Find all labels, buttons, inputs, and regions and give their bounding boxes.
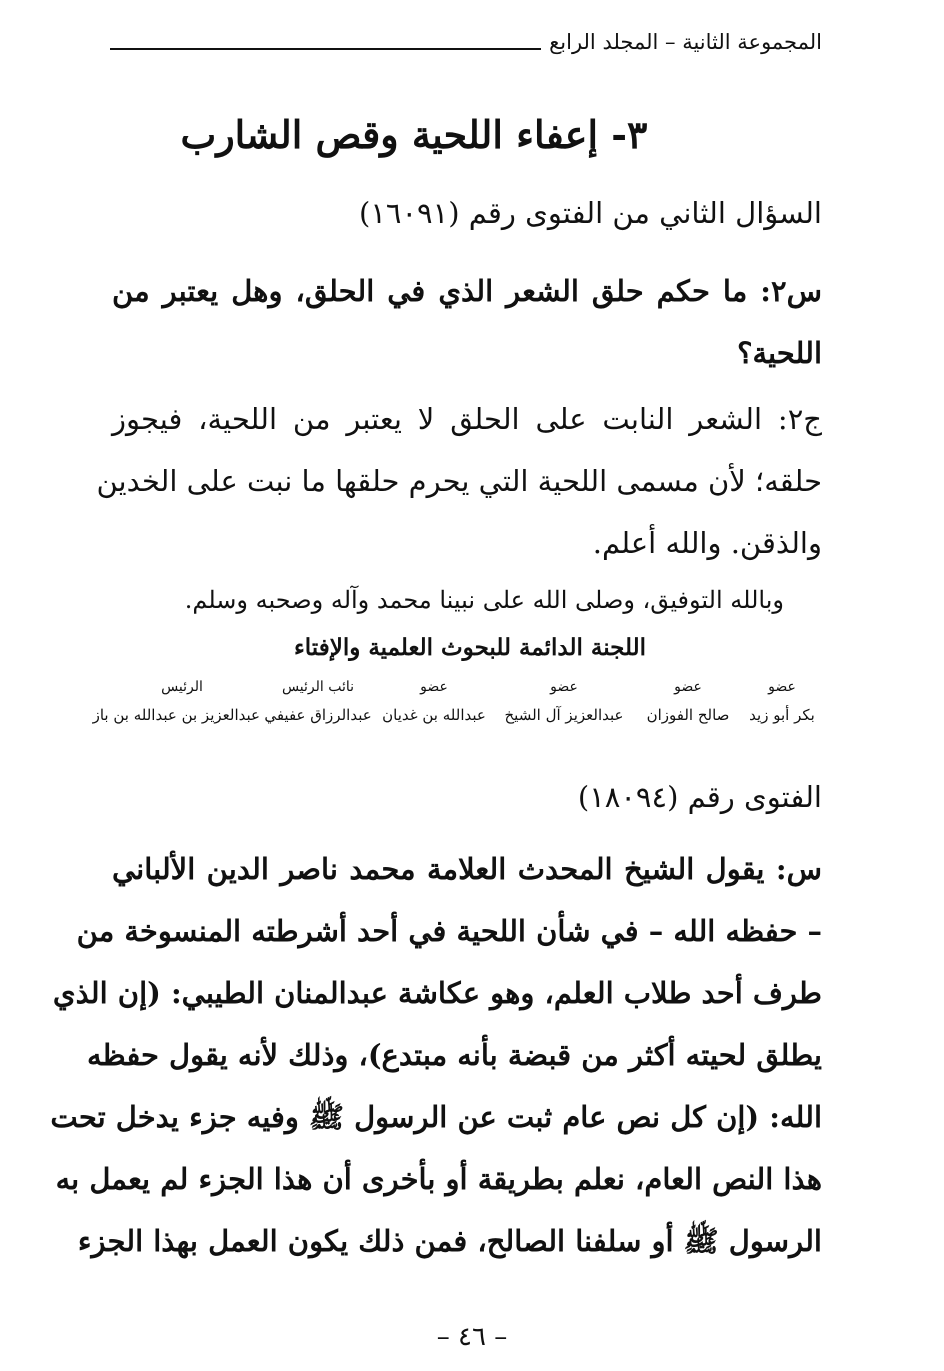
committee-name: اللجنة الدائمة للبحوث العلمية والإفتاء — [293, 634, 647, 661]
answer-line-2: حلقه؛ لأن مسمى اللحية التي يحرم حلقها ما نبت على الخدين — [96, 464, 822, 498]
answer-line-1: ج٢: الشعر النابت على الحلق لا يعتبر من اللحية، فيجوز — [112, 402, 822, 436]
member-name: صالح الفوزان — [646, 706, 730, 724]
body-line: الله: (إن كل نص عام ثبت عن الرسول ﷺ وفيه جزء يدخل تحت — [50, 1100, 822, 1134]
committee-member — [494, 678, 634, 724]
member-role: نائب الرئيس — [281, 679, 355, 695]
page-number: – ٤٦ – — [436, 1322, 508, 1352]
body-line: – حفظه الله – في شأن اللحية في أحد أشرطته المنسوخة من — [76, 914, 822, 948]
running-title: المجموعة الثانية – المجلد الرابع — [549, 30, 822, 54]
member-name: عبدالرزاق عفيفي — [264, 706, 372, 724]
member-role: الرئيس — [161, 679, 203, 695]
member-role: عضو — [550, 679, 578, 695]
member-role: عضو — [420, 679, 448, 695]
running-header — [110, 20, 822, 56]
question-line-1: س٢: ما حكم حلق الشعر الذي في الحلق، وهل يعتبر من — [112, 274, 822, 308]
body-line: طرف أحد طلاب العلم، وهو عكاشة عبدالمنان الطيبي: (إن الذي — [52, 976, 822, 1010]
fatwa-reference: الفتوى رقم (١٨٠٩٤) — [577, 780, 822, 814]
member-name: عبدالله بن غديان — [382, 706, 486, 724]
question-reference: السؤال الثاني من الفتوى رقم (١٦٠٩١) — [359, 196, 822, 230]
committee-member — [742, 678, 822, 724]
question-line-2: اللحية؟ — [737, 336, 822, 370]
member-role: عضو — [768, 679, 796, 695]
committee-member — [92, 678, 260, 724]
header-rule — [110, 48, 541, 50]
member-name: عبدالعزيز بن عبدالله بن باز — [92, 706, 260, 724]
body-line: هذا النص العام، نعلم بطريقة أو بأخرى أن هذا الجزء لم يعمل به — [55, 1162, 822, 1196]
committee-member — [638, 678, 738, 724]
member-name: بكر أبو زيد — [749, 706, 815, 724]
body-line: س: يقول الشيخ المحدث العلامة محمد ناصر الدين الألباني — [112, 852, 822, 886]
member-role: عضو — [674, 679, 702, 695]
body-line: يطلق لحيته أكثر من قبضة بأنه مبتدع)، وذلك لأنه يقول حفظه — [87, 1038, 822, 1072]
member-name: عبدالعزيز آل الشيخ — [504, 706, 624, 724]
answer-line-3: والذقن. والله أعلم. — [592, 526, 822, 560]
committee-member — [262, 678, 374, 724]
section-title: ٣- إعفاء اللحية وقص الشارب — [180, 112, 648, 157]
committee-member — [376, 678, 492, 724]
body-line: الرسول ﷺ أو سلفنا الصالح، فمن ذلك يكون العمل بهذا الجزء — [77, 1224, 822, 1258]
closing-line: وبالله التوفيق، وصلى الله على نبينا محمد وآله وصحبه وسلم. — [184, 586, 784, 614]
